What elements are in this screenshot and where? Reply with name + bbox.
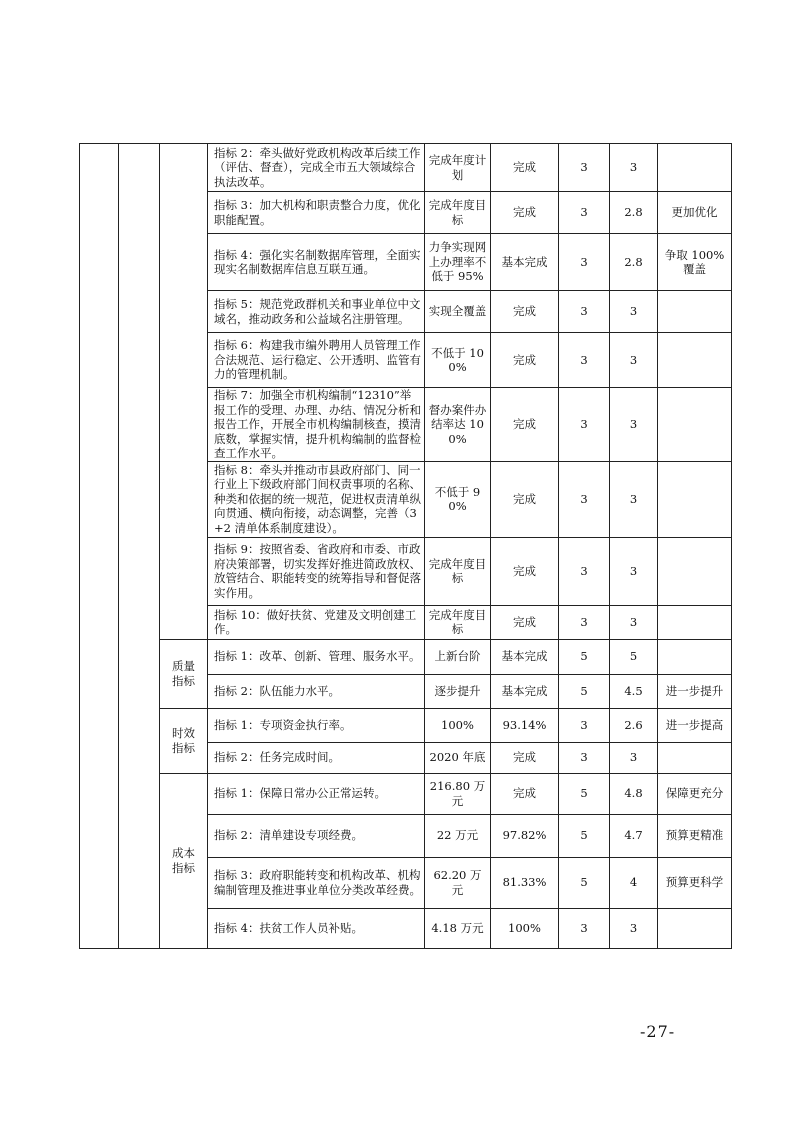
empty-cell [119, 144, 160, 949]
indicator-cell: 指标 1：保障日常办公正常运转。 [208, 773, 425, 814]
weight-cell: 3 [559, 605, 610, 639]
note-cell: 预算更科学 [658, 857, 732, 908]
target-cell: 62.20 万元 [425, 857, 491, 908]
actual-cell: 完成 [491, 461, 559, 537]
actual-cell: 完成 [491, 388, 559, 462]
indicator-cell: 指标 1：改革、创新、管理、服务水平。 [208, 639, 425, 674]
note-cell [658, 639, 732, 674]
score-cell: 3 [610, 333, 658, 388]
note-cell: 进一步提升 [658, 674, 732, 708]
table-row [80, 144, 732, 192]
note-cell: 进一步提高 [658, 708, 732, 742]
weight-cell: 5 [559, 639, 610, 674]
weight-cell: 5 [559, 674, 610, 708]
target-cell: 216.80 万元 [425, 773, 491, 814]
indicator-cell: 指标 4：强化实名制数据库管理，全面实现实名制数据库信息互联互通。 [208, 234, 425, 291]
indicator-cell: 指标 7：加强全市机构编制“12310”举报工作的受理、办理、办结、情况分析和报告工作，开展全市机构编制核查，摸清底数，掌握实情，提升机构编制的监督检查工作水平。 [208, 388, 425, 462]
score-cell: 3 [610, 537, 658, 605]
indicator-cell: 指标 2：清单建设专项经费。 [208, 814, 425, 857]
target-cell: 4.18 万元 [425, 908, 491, 948]
indicator-cell: 指标 2：队伍能力水平。 [208, 674, 425, 708]
note-cell [658, 908, 732, 948]
target-cell: 实现全覆盖 [425, 291, 491, 333]
indicator-cell: 指标 8：牵头并推动市县政府部门、同一行业上下级政府部门间权责事项的名称、种类和依据的统一规范，促进权责清单纵向贯通、横向衔接，动态调整，完善（3+2 清单体系制度建设）。 [208, 461, 425, 537]
actual-cell: 完成 [491, 192, 559, 234]
category-cell: 成本指标 [160, 773, 208, 948]
note-cell [658, 291, 732, 333]
indicator-cell: 指标 3：加大机构和职责整合力度，优化职能配置。 [208, 192, 425, 234]
weight-cell: 3 [559, 742, 610, 773]
score-cell: 3 [610, 388, 658, 462]
table-body [80, 144, 732, 949]
note-cell [658, 461, 732, 537]
weight-cell: 3 [559, 537, 610, 605]
score-cell: 3 [610, 461, 658, 537]
score-cell: 3 [610, 605, 658, 639]
indicator-cell: 指标 9：按照省委、省政府和市委、市政府决策部署，切实发挥好推进简政放权、放管结合、职能转变的统筹指导和督促落实作用。 [208, 537, 425, 605]
target-cell: 完成年度目标 [425, 192, 491, 234]
note-cell [658, 742, 732, 773]
note-cell [658, 537, 732, 605]
note-cell: 更加优化 [658, 192, 732, 234]
indicator-cell: 指标 2：任务完成时间。 [208, 742, 425, 773]
weight-cell: 3 [559, 461, 610, 537]
weight-cell: 3 [559, 908, 610, 948]
table-row [80, 708, 732, 742]
target-cell: 上新台阶 [425, 639, 491, 674]
target-cell: 不低于 100% [425, 333, 491, 388]
indicator-cell: 指标 6：构建我市编外聘用人员管理工作合法规范、运行稳定、公开透明、监管有力的管理机制。 [208, 333, 425, 388]
score-cell: 3 [610, 742, 658, 773]
table-row [80, 773, 732, 814]
score-cell: 3 [610, 908, 658, 948]
indicator-cell: 指标 1：专项资金执行率。 [208, 708, 425, 742]
actual-cell: 93.14% [491, 708, 559, 742]
target-cell: 力争实现网上办理率不低于 95% [425, 234, 491, 291]
actual-cell: 完成 [491, 605, 559, 639]
note-cell: 预算更精准 [658, 814, 732, 857]
note-cell [658, 144, 732, 192]
note-cell: 保障更充分 [658, 773, 732, 814]
score-cell: 2.8 [610, 234, 658, 291]
target-cell: 督办案件办结率达 100% [425, 388, 491, 462]
actual-cell: 97.82% [491, 814, 559, 857]
score-cell: 4.5 [610, 674, 658, 708]
weight-cell: 3 [559, 144, 610, 192]
weight-cell: 3 [559, 708, 610, 742]
actual-cell: 完成 [491, 333, 559, 388]
score-cell: 4.7 [610, 814, 658, 857]
score-cell: 3 [610, 144, 658, 192]
target-cell: 完成年度计划 [425, 144, 491, 192]
actual-cell: 81.33% [491, 857, 559, 908]
category-cell: 质量指标 [160, 639, 208, 708]
weight-cell: 3 [559, 291, 610, 333]
score-cell: 3 [610, 291, 658, 333]
score-cell: 4.8 [610, 773, 658, 814]
weight-cell: 5 [559, 857, 610, 908]
note-cell: 争取 100%覆盖 [658, 234, 732, 291]
note-cell [658, 333, 732, 388]
actual-cell: 完成 [491, 291, 559, 333]
weight-cell: 3 [559, 192, 610, 234]
actual-cell: 基本完成 [491, 639, 559, 674]
target-cell: 22 万元 [425, 814, 491, 857]
indicator-cell: 指标 10：做好扶贫、党建及文明创建工作。 [208, 605, 425, 639]
target-cell: 完成年度目标 [425, 537, 491, 605]
weight-cell: 5 [559, 814, 610, 857]
category-cell [160, 144, 208, 640]
actual-cell: 完成 [491, 773, 559, 814]
actual-cell: 完成 [491, 144, 559, 192]
indicator-cell: 指标 3：政府职能转变和机构改革、机构编制管理及推进事业单位分类改革经费。 [208, 857, 425, 908]
target-cell: 100% [425, 708, 491, 742]
note-cell [658, 605, 732, 639]
score-cell: 2.6 [610, 708, 658, 742]
indicator-cell: 指标 4：扶贫工作人员补贴。 [208, 908, 425, 948]
weight-cell: 3 [559, 333, 610, 388]
target-cell: 2020 年底 [425, 742, 491, 773]
note-cell [658, 388, 732, 462]
actual-cell: 基本完成 [491, 674, 559, 708]
score-cell: 4 [610, 857, 658, 908]
actual-cell: 100% [491, 908, 559, 948]
performance-table [79, 143, 732, 949]
actual-cell: 完成 [491, 742, 559, 773]
target-cell: 不低于 90% [425, 461, 491, 537]
indicator-cell: 指标 5：规范党政群机关和事业单位中文域名，推动政务和公益域名注册管理。 [208, 291, 425, 333]
target-cell: 逐步提升 [425, 674, 491, 708]
page-number: -27- [640, 1022, 676, 1041]
actual-cell: 基本完成 [491, 234, 559, 291]
weight-cell: 5 [559, 773, 610, 814]
category-cell: 时效指标 [160, 708, 208, 773]
empty-cell [80, 144, 119, 949]
target-cell: 完成年度目标 [425, 605, 491, 639]
score-cell: 5 [610, 639, 658, 674]
table-row [80, 639, 732, 674]
weight-cell: 3 [559, 388, 610, 462]
score-cell: 2.8 [610, 192, 658, 234]
weight-cell: 3 [559, 234, 610, 291]
actual-cell: 完成 [491, 537, 559, 605]
indicator-cell: 指标 2：牵头做好党政机构改革后续工作（评估、督查），完成全市五大领域综合执法改革。 [208, 144, 425, 192]
